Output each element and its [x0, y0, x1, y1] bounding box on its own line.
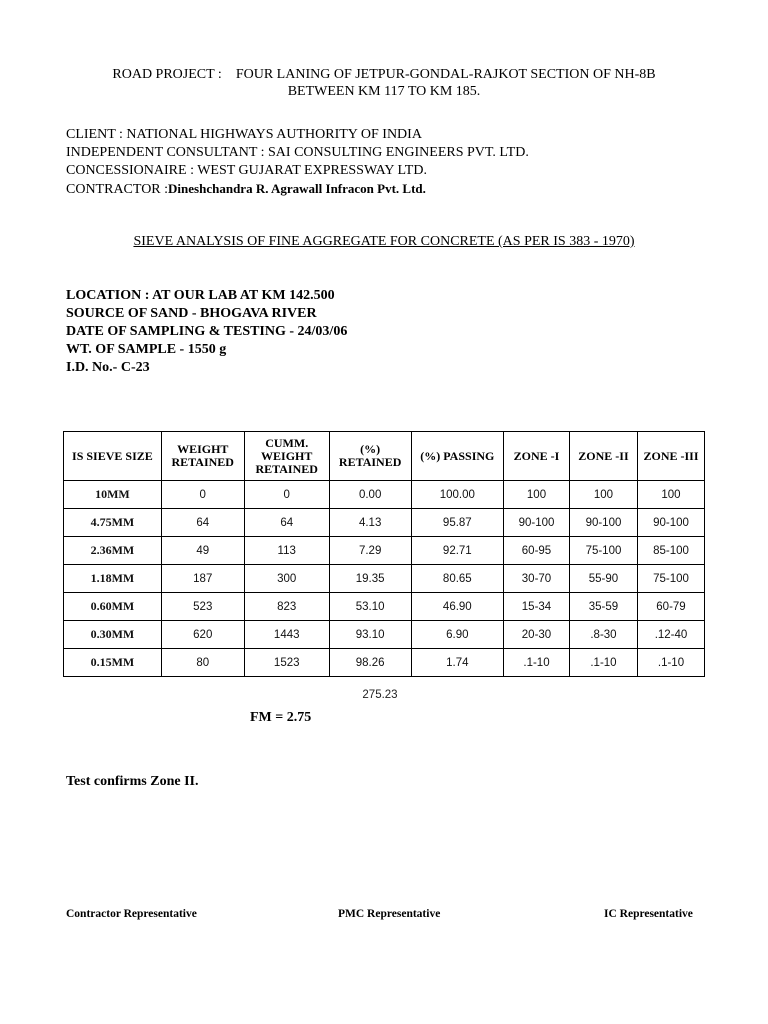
contractor-line [66, 180, 529, 199]
consultant-line: INDEPENDENT CONSULTANT : SAI CONSULTING ENGINEERS PVT. LTD. [66, 145, 529, 160]
table-row [64, 565, 705, 593]
cell-zone-1: 20-30 [504, 621, 570, 649]
cell-retained: 98.26 [329, 649, 411, 677]
cell-retained: 53.10 [329, 593, 411, 621]
contractor-label: CONTRACTOR : [66, 182, 169, 197]
header-text: RETAINED [171, 455, 234, 469]
cell-sieve-size: 0.15MM [64, 649, 162, 677]
cell-sieve-size: 2.36MM [64, 537, 162, 565]
header-text: CUMM. [265, 435, 309, 450]
cell-zone-1: .1-10 [504, 649, 570, 677]
cell-weight: 620 [161, 621, 244, 649]
weight-line: WT. OF SAMPLE - 1550 g [66, 342, 227, 357]
cell-zone-3: 100 [637, 481, 704, 509]
cell-zone-2: 55-90 [569, 565, 637, 593]
table-row [64, 593, 705, 621]
table-header-row [64, 432, 705, 481]
table-row [64, 649, 705, 677]
cell-zone-2: 75-100 [569, 537, 637, 565]
cell-cumm: 1443 [244, 621, 329, 649]
cell-cumm: 823 [244, 593, 329, 621]
header-weight-retained [161, 432, 244, 481]
header-zone-3: ZONE -III [637, 432, 704, 481]
header-zone-1: ZONE -I [504, 432, 570, 481]
total-retained-value: 275.23 [362, 689, 398, 701]
contractor-representative-signature: Contractor Representative [66, 908, 197, 920]
cell-zone-2: 90-100 [569, 509, 637, 537]
cell-zone-1: 15-34 [504, 593, 570, 621]
cell-zone-3: 60-79 [637, 593, 704, 621]
cell-weight: 187 [161, 565, 244, 593]
cell-passing: 100.00 [411, 481, 503, 509]
header-zone-2: ZONE -II [569, 432, 637, 481]
project-title [66, 66, 702, 100]
cell-sieve-size: 10MM [64, 481, 162, 509]
header-percent-retained [329, 432, 411, 481]
date-line: DATE OF SAMPLING & TESTING - 24/03/06 [66, 324, 348, 339]
header-text: WEIGHT [177, 442, 229, 456]
cell-sieve-size: 0.30MM [64, 621, 162, 649]
location-line: LOCATION : AT OUR LAB AT KM 142.500 [66, 288, 335, 303]
concessionaire-line: CONCESSIONAIRE : WEST GUJARAT EXPRESSWAY LTD. [66, 163, 427, 178]
cell-passing: 95.87 [411, 509, 503, 537]
project-title-line-1 [66, 66, 702, 83]
cell-weight: 523 [161, 593, 244, 621]
cell-passing: 6.90 [411, 621, 503, 649]
contractor-name: Dineshchandra R. Agrawall Infracon Pvt. Ltd. [168, 181, 426, 196]
cell-zone-3: .12-40 [637, 621, 704, 649]
cell-cumm: 300 [244, 565, 329, 593]
cell-zone-2: 35-59 [569, 593, 637, 621]
header-text: RETAINED [255, 461, 318, 476]
sieve-analysis-table [63, 431, 705, 677]
table-row [64, 537, 705, 565]
test-conclusion: Test confirms Zone II. [66, 774, 199, 789]
sample-info [66, 287, 347, 377]
cell-retained: 0.00 [329, 481, 411, 509]
cell-weight: 0 [161, 481, 244, 509]
project-label: ROAD PROJECT : [112, 67, 222, 82]
cell-weight: 64 [161, 509, 244, 537]
header-text: WEIGHT [261, 448, 313, 463]
header-text: (%) [360, 442, 381, 456]
cell-zone-1: 100 [504, 481, 570, 509]
cell-sieve-size: 4.75MM [64, 509, 162, 537]
pmc-representative-signature: PMC Representative [338, 908, 441, 920]
cell-retained: 7.29 [329, 537, 411, 565]
cell-weight: 49 [161, 537, 244, 565]
cell-zone-2: .1-10 [569, 649, 637, 677]
cell-zone-3: 90-100 [637, 509, 704, 537]
cell-passing: 1.74 [411, 649, 503, 677]
source-line: SOURCE OF SAND - BHOGAVA RIVER [66, 306, 317, 321]
cell-zone-2: .8-30 [569, 621, 637, 649]
cell-zone-3: 85-100 [637, 537, 704, 565]
cell-zone-1: 90-100 [504, 509, 570, 537]
header-sieve-size: IS SIEVE SIZE [64, 432, 162, 481]
cell-cumm: 113 [244, 537, 329, 565]
table-row [64, 621, 705, 649]
header-text: RETAINED [338, 455, 402, 469]
cell-sieve-size: 0.60MM [64, 593, 162, 621]
cell-sieve-size: 1.18MM [64, 565, 162, 593]
header-percent-passing: (%) PASSING [411, 432, 503, 481]
cell-zone-3: .1-10 [637, 649, 704, 677]
cell-retained: 93.10 [329, 621, 411, 649]
cell-retained: 19.35 [329, 565, 411, 593]
cell-cumm: 64 [244, 509, 329, 537]
parties-block [66, 126, 529, 199]
cell-passing: 92.71 [411, 537, 503, 565]
cell-weight: 80 [161, 649, 244, 677]
report-heading: SIEVE ANALYSIS OF FINE AGGREGATE FOR CONCRETE (AS PER IS 383 - 1970) [133, 234, 635, 249]
id-line: I.D. No.- C-23 [66, 360, 150, 375]
fineness-modulus: FM = 2.75 [250, 710, 312, 725]
project-name: FOUR LANING OF JETPUR-GONDAL-RAJKOT SECTION OF NH-8B [235, 67, 656, 82]
cell-zone-1: 30-70 [504, 565, 570, 593]
cell-cumm: 1523 [244, 649, 329, 677]
table-row [64, 509, 705, 537]
cell-zone-2: 100 [569, 481, 637, 509]
cell-zone-3: 75-100 [637, 565, 704, 593]
cell-passing: 80.65 [411, 565, 503, 593]
ic-representative-signature: IC Representative [604, 908, 693, 920]
cell-passing: 46.90 [411, 593, 503, 621]
cell-retained: 4.13 [329, 509, 411, 537]
cell-zone-1: 60-95 [504, 537, 570, 565]
header-cumm-weight-retained [244, 432, 329, 481]
project-title-line-2: BETWEEN KM 117 TO KM 185. [287, 84, 481, 99]
client-line: CLIENT : NATIONAL HIGHWAYS AUTHORITY OF INDIA [66, 127, 422, 142]
cell-cumm: 0 [244, 481, 329, 509]
table-row [64, 481, 705, 509]
